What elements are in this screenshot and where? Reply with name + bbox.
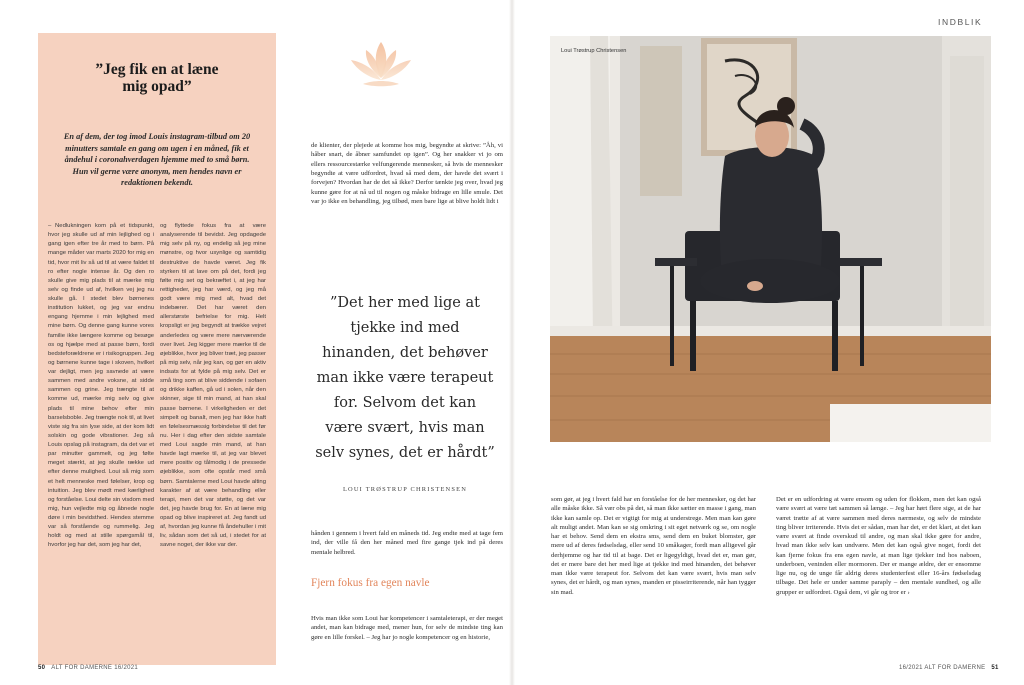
magazine-issue-right: 16/2021 ALT FOR DAMERNE — [899, 665, 986, 671]
article-column-continued: Hvis man ikke som Loui har kompetencer i samtaleterapi, er der meget andet, man kan bidrage med, mener hun, for selv de mindste ting kan gøre en lille forskel. – Jeg har jo nogle kompetencer og en historie, — [311, 615, 503, 641]
sidebar-column-1: – Nedlukningen kom på et tidspunkt, hvor jeg skulle ud af min lejlighed og i gang igen efter tre år med to børn. På mange måder var marts 2020 for mig en tid, hvor mit liv så ud til at være faldet til ro efter nogle intense år. Og den ro skulle give mig plads til at mærke mig selv og finde ud af, hvilken vej jeg nu skulle gå. I stedet blev børnenes institution lukket, og jeg var endnu engang hjemme i min lejlighed med mine børn. Og denne gang kunne vores familie ikke længere komme og besøge os og hjælpe med at passe børn, fordi bedsteforældrene er i risikogruppen. Jeg og børnene kunne tage i skoven, hvilket var dejligt, men jeg savnede at være sammen med andre voksne, at sidde sammen og grine. Jeg trængte til at komme ud, mærke mig selv og give plads til mine behov efter min barselsboble. Jeg trængte nok til, at livet viste sig fra sin lyse side, at der kom lidt solskin og gode vibrationer. Jeg så Louis opslag på instagram, da det var et par minutter gammelt, og jeg følte meget stærkt, at jeg skulle række ud efter denne mulighed. Loui så mig som et helt menneske med følelser, krop og intuition. Jeg blev mødt med kærlighed og forståelse. Loui delte sin visdom med mig, hun vejledte mig og åbnede nogle døre i min bevidsthed. Hendes stemme var så forstående og rummelig. Jeg holdt og med at stille spørgsmål til, hvorfor jeg har det, som jeg har det, — [48, 223, 154, 549]
folio-right — [899, 665, 999, 671]
section-label: INDBLIK — [938, 17, 983, 27]
sidebar-column-2: og flyttede fokus fra at være analyserende til bevidst. Jeg opdagede mig selv på ny, og endelig så jeg mine mønstre, og hvor usynlige og samtidig destruktive de havde været. Jeg fik styrken til at lave om på det, fordi jeg følte mig set og bekræftet i, at jeg har rettigheder, jeg har værd, og jeg må godt være mig med alt, hvad det indebærer. Det har været den allerstørste befrielse for mig. Helt kropsligt er jeg begyndt at trække vejret anderledes og være mere nærværende over livet. Jeg kigger mere mærke til de øjeblikke, hvor jeg bliver træt, jeg passer på mig selv, når jeg kan, og gør en aktiv indsats for at fylde på mig selv. Det er små ting som at blive siddende i sofaen og drikke kaffen, gå ud i solen, når den skinner, sige til min mand, at han skal passe børnene. I virkeligheden er det simpelt og banalt, men jeg har ikke haft en følelsesmæssig forbindelse til det før nu. Her i dag efter den sidste samtale med Loui sagde min mand, at han havde lagt mærke til, at jeg var blevet mere positiv og tålmodig i de pressede øjeblikke, som ofte opstår med små børn. Samtalerne med Loui havde alting karakter af at være behandling eller terapi, men det var støtte, og det var det, jeg havde brug for. En at læne mig opad og blive inspireret af. Jeg fandt ud af, hvordan jeg kunne få åndehuller i mit liv, sådan som det så ud, i stedet for at savne noget, der ikke var der. — [160, 223, 266, 549]
portrait-photo — [550, 36, 991, 442]
page-number-right: 51 — [991, 665, 999, 671]
sidebar-intro: En af dem, der tog imod Louis instagram-tilbud om 20 minutters samtale en gang om ugen i en måned, fik et åndehul i coronahverdagen hjemme med to små børn. Hun vil gerne være anonym, men hendes navn er redaktionen bekendt. — [63, 132, 251, 188]
pull-quote-author: LOUI TRØSTRUP CHRISTENSEN — [342, 486, 468, 493]
sidebar-box — [38, 33, 276, 665]
photo-illustration — [550, 36, 991, 442]
page-number-left: 50 — [38, 665, 46, 671]
article-column-top: de klienter, der plejede at komme hos mig, begyndte at skrive: ”Åh, vi håber snart, de åbner samfundet op igen”. Og her snakker vi jo om ellers ressourcestærke velfungerende mennesker, så hvis de mennesker begyndte at være udfordret, hvad så med dem, der havde det svært i forvejen? Hvordan har de det så ikke? Derfor tænkte jeg over, hvad jeg kunne gøre for at nå ud til nogen og måske bidrage en lille smule. Det var jo ikke en behandling, jeg tilbød, men bare lige at blive holdt lidt i — [311, 142, 503, 206]
magazine-issue-left: ALT FOR DAMERNE 16/2021 — [51, 665, 138, 671]
right-column-2: Det er en udfordring at være ensom og uden for flokken, men det kan også være svært at være tæt sammen så længe. – Jeg har hørt flere sige, at de har været trætte af at være sammen med deres nærmeste, og selv de mindste ting bliver irriterende. Hvis det er sådan, man har det, er det klart, at det kan være svært at finde overskud til andre, og man skal ikke gøre for andre, hvad man ikke selv kan undvære. Men det kan også give noget, fordi det kan fjerne fokus fra ens egen navle, at man lige tjekker ind hos naboen, underboen, veninden eller mormoren. Der er mange ældre, der er ensomme lige nu, og de unge får aldrig deres studenterfest eller 16-års fødselsdag tilbage. Det hele er under samme paraply – den mentale sundhed, og alle grupper er udfordret. Også dem, vi går og tror er › — [776, 496, 981, 596]
sidebar-title: ”Jeg fik en at læne mig opad” — [95, 61, 219, 95]
lotus-icon — [345, 38, 417, 90]
article-column-bottom: hånden i gennem i hvert fald en måneds tid. Jeg endte med at tage fem ind, der ville få den her måned med fire gange tjek ind på deres mentale helbred. — [311, 530, 503, 556]
right-column-1: som gør, at jeg i hvert fald har en forståelse for de her mennesker, og det har alle måske ikke. Så vær obs på det, så man ikke sætter en masse i gang, man ikke kan samle op. Det er vigtigt for mig at understrege. Men man kan gøre alt muligt andet. Man kan se sig omkring i sit eget netværk og se, om nogle har et behov. Send dem en ekstra sms, send dem en buket blomster, gør mere ud af deres fødselsdag, eller send 10 småkager, fordi man alligevel går derhjemme og har tid til at bage. Det er ligegyldigt, hvad det er, man gør, det er mere bare det her med lige at tjekke ind med hinanden, det behøver man ikke være terapeut for. Selvom det kan være svært, hvis man selv synes, det er hårdt, og man synes, manden er pisseirriterende, når han tygger sin mad. — [551, 496, 756, 596]
subheading: Fjern fokus fra egen navle — [311, 577, 430, 589]
spine-gutter — [509, 0, 515, 685]
folio-left — [38, 665, 138, 671]
photo-credit: Loui Trøstrup Christensen — [561, 48, 627, 54]
pull-quote: ”Det her med lige at tjekke ind med hinanden, det behøver man ikke være terapeut for. Selvom det kan være svært, hvis man selv synes, det er hårdt” — [315, 295, 495, 461]
